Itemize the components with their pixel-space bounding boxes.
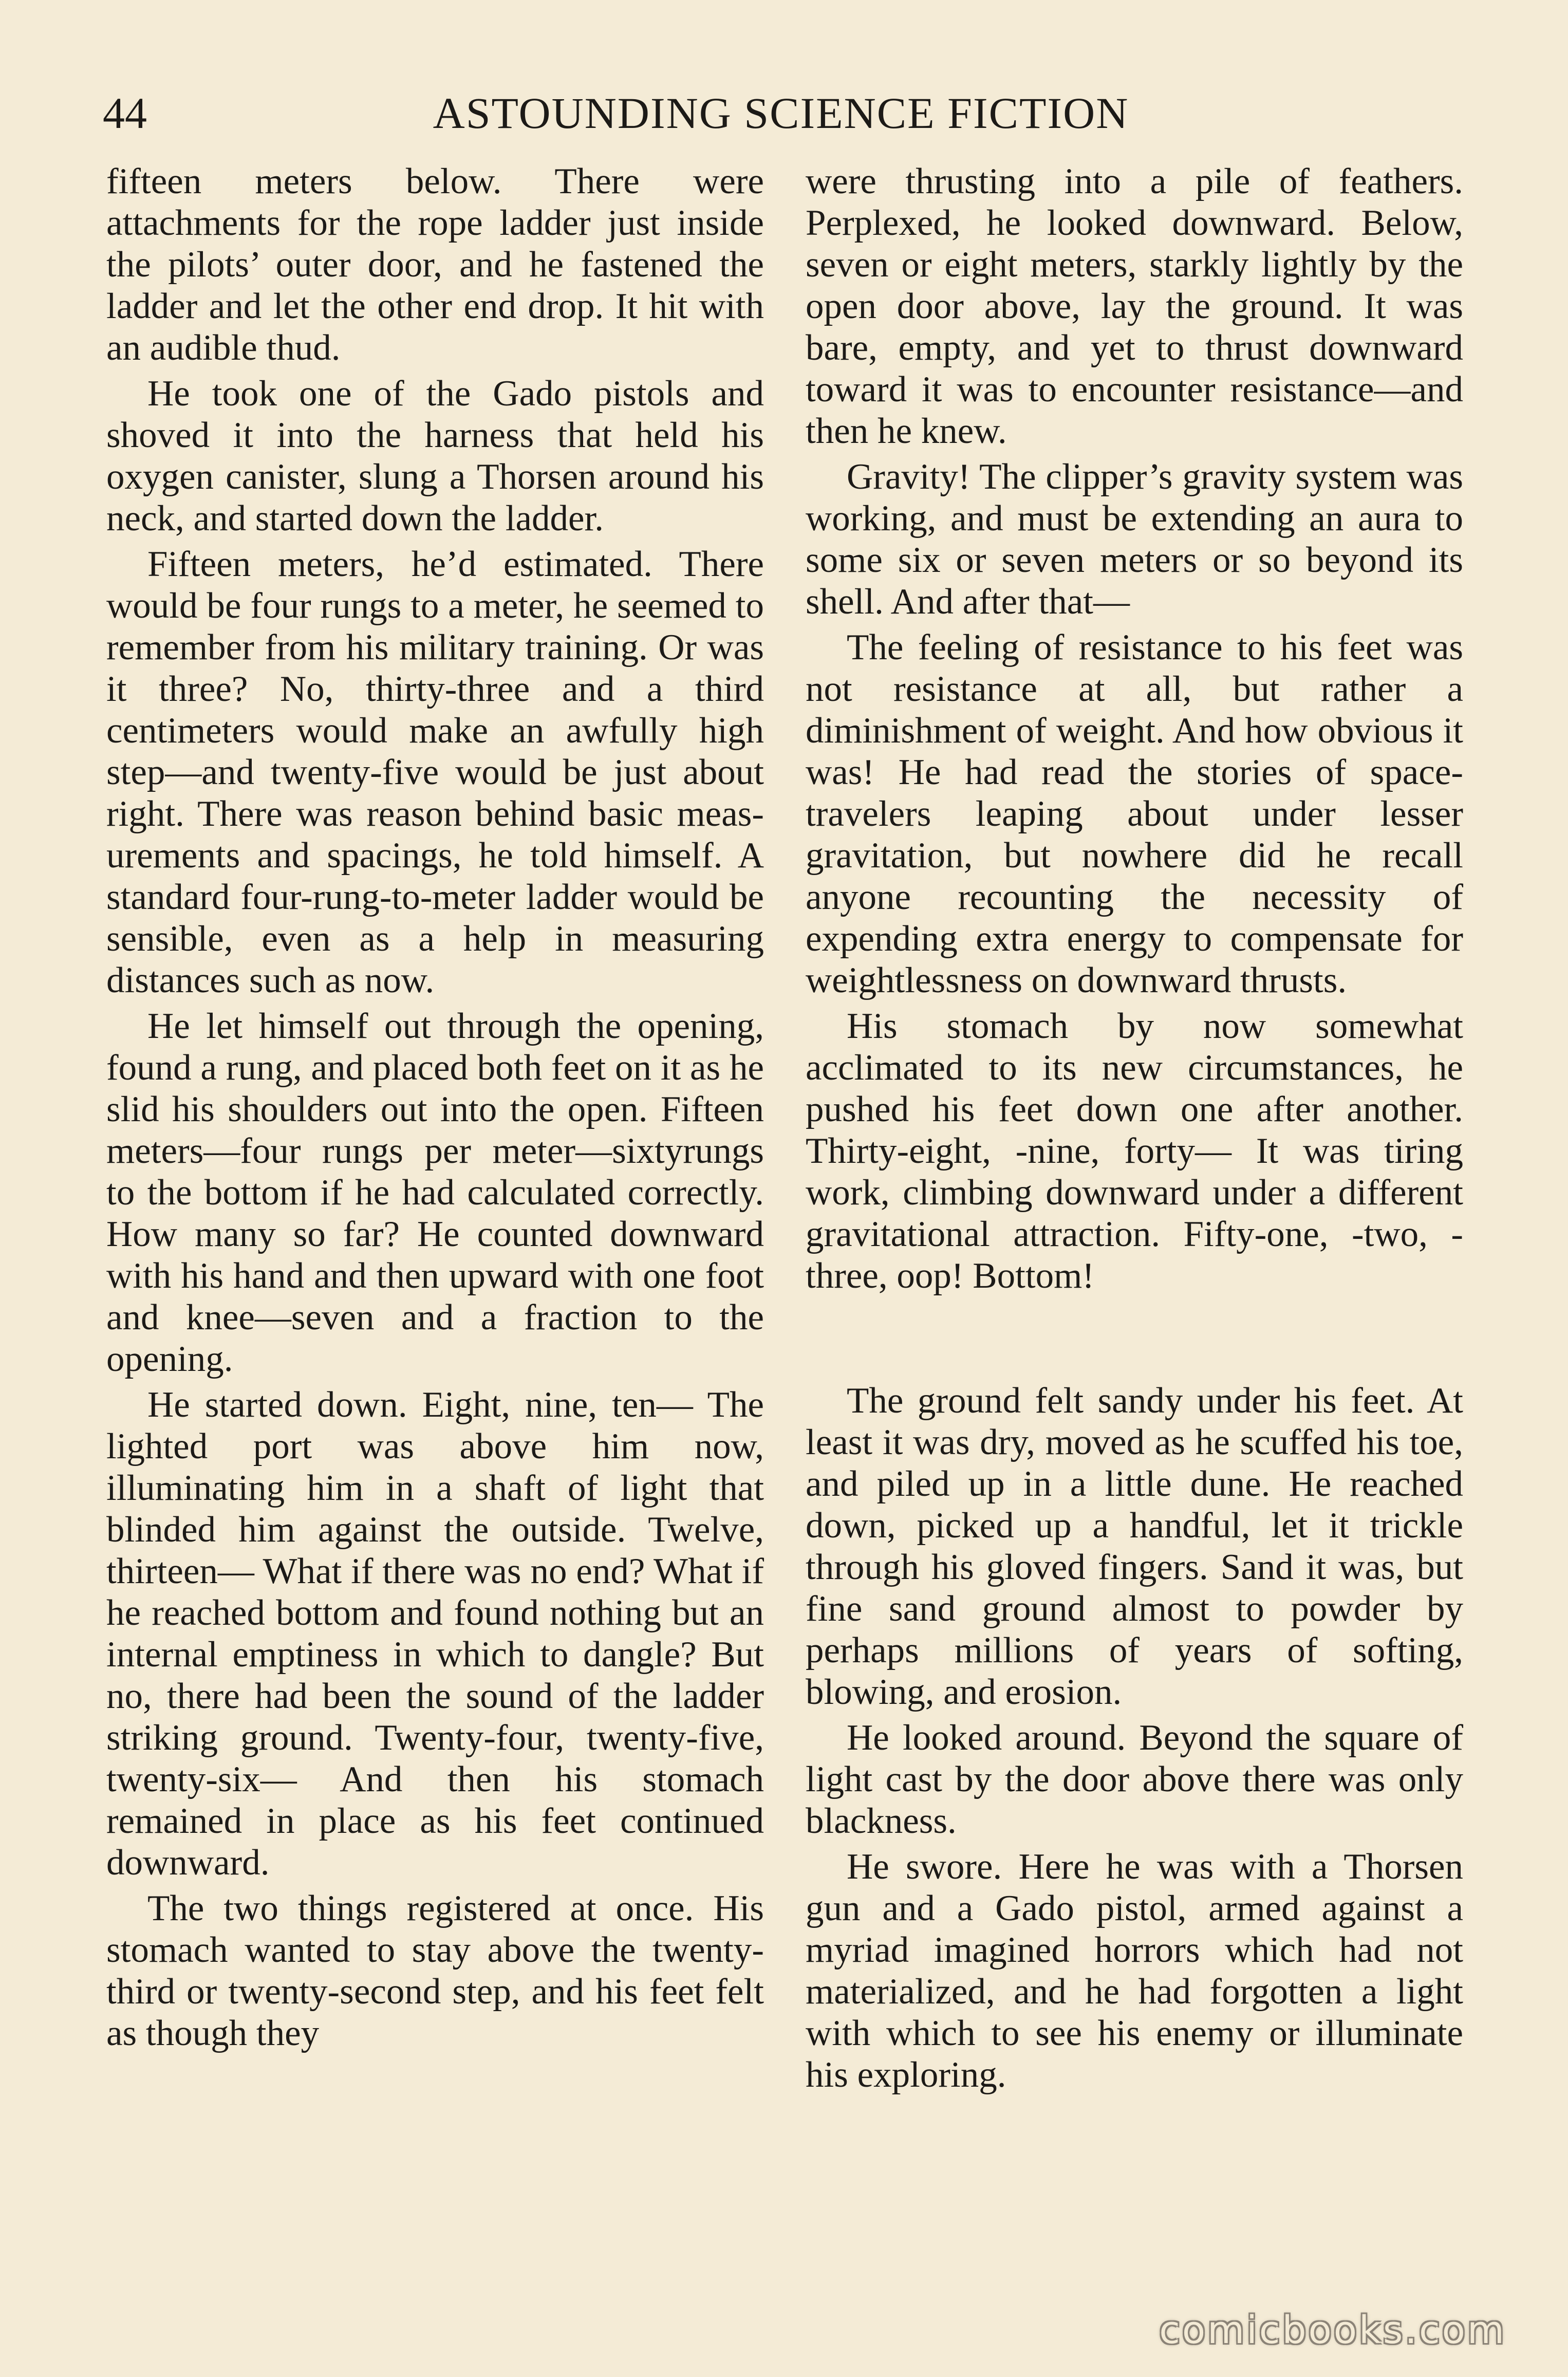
paragraph: His stomach by now somewhat acclimated to its new circumstances, he pushed his feet down one after another. Thirty-eight, -nine, forty— It was tiring work, climbing downward under a different gravitational attraction. Fifty-one, -two, -three, oop! Bottom! (806, 1006, 1463, 1296)
running-title: ASTOUNDING SCIENCE FICTION (433, 88, 1129, 138)
watermark: comicbooks.com (1159, 2308, 1506, 2352)
paragraph: He started down. Eight, nine, ten— The lighted port was above him now, illuminating him in a shaft of light that blinded him against the outside. Twelve, thirteen— What if there was no end? What if he reached bottom and found nothing but an internal emptiness in which to dangle? But no, there had been the sound of the ladder striking ground. Twenty-four, twenty-five, twenty-six— And then his stomach remained in place as his feet continued downward. (106, 1385, 764, 1883)
paragraph: Gravity! The clipper’s gravity system was working, and must be extending an aura to some six or seven meters or so beyond its shell. And after that— (806, 457, 1463, 622)
paragraph: fifteen meters below. There were attachments for the rope ladder just inside the pilots’ outer door, and he fastened the ladder and let the other end drop. It hit with an audible thud. (106, 161, 764, 368)
paragraph: The ground felt sandy under his feet. At least it was dry, moved as he scuffed his toe, and piled up in a little dune. He reached down, picked up a handful, let it trickle through his gloved fingers. Sand it was, but fine sand ground almost to powder by perhaps millions of years of softing, blowing, and erosion. (806, 1381, 1463, 1712)
page-number: 44 (103, 88, 147, 138)
paragraph: Fifteen meters, he’d estimated. There would be four rungs to a meter, he seemed to remember from his military training. Or was it three? No, thirty-three and a third centimeters would make an awfully high step—and twenty-five would be just about right. There was reason behind basic measurements and spacings, he told himself. A standard four-rung-to-meter ladder would be sensible, even as a help in measuring distances such as now. (106, 544, 764, 1000)
paragraph: He looked around. Beyond the square of light cast by the door above there was only blackness. (806, 1718, 1463, 1841)
paragraph: The two things registered at once. His stomach wanted to stay above the twenty-third or twenty-second step, and his feet felt as though they (106, 1888, 764, 2053)
paragraph: He took one of the Gado pistols and shoved it into the harness that held his oxygen canister, slung a Thorsen around his neck, and started down the ladder. (106, 374, 764, 538)
paragraph: were thrusting into a pile of feathers. Perplexed, he looked downward. Below, seven or eight meters, starkly lightly by the open door above, lay the ground. It was bare, empty, and yet to thrust downward toward it was to encounter resistance—and then he knew. (806, 161, 1463, 451)
paragraph: He let himself out through the opening, found a rung, and placed both feet on it as he slid his shoulders out into the open. Fifteen meters—four rungs per meter—sixtyrungs to the bottom if he had calculated correctly. How many so far? He counted downward with his hand and then upward with one foot and knee—seven and a fraction to the opening. (106, 1006, 764, 1379)
paragraph: The feeling of resistance to his feet was not resistance at all, but rather a diminishment of weight. And how obvious it was! He had read the stories of space-travelers leaping about under lesser gravitation, but nowhere did he recall anyone recounting the necessity of expending extra energy to compensate for weightlessness on downward thrusts. (806, 627, 1463, 1000)
left-text-column (106, 161, 764, 2054)
paragraph: He swore. Here he was with a Thorsen gun and a Gado pistol, armed against a myriad imagined horrors which had not materialized, and he had forgotten a light with which to see his enemy or illuminate his exploring. (806, 1847, 1463, 2095)
page-header (103, 82, 1459, 149)
right-text-column (806, 161, 1463, 2096)
